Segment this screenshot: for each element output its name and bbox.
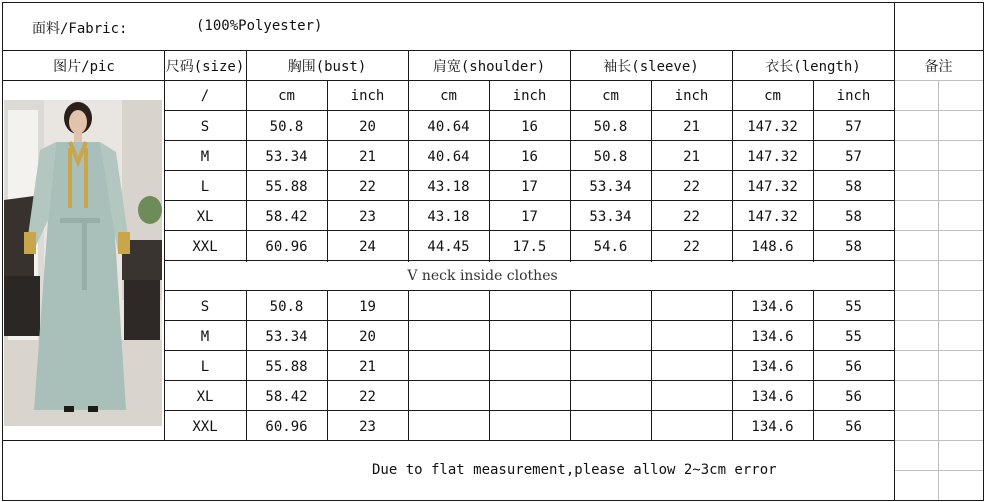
divider-note: V neck inside clothes [407,268,558,284]
cell-length-cm: 147.32 [747,119,798,135]
cell-size: S [200,299,210,315]
cell-bust-cm: 60.96 [265,239,308,255]
cell-sleeve-inch: 22 [683,209,700,225]
grid-line [2,80,984,81]
cell-size: XXL [192,419,218,435]
grid-line [164,410,894,411]
cell-shoulder-inch: 17 [521,209,538,225]
header-pic: 图片/pic [53,59,115,75]
cell-sleeve-cm: 50.8 [593,119,628,135]
cell-length-inch: 58 [845,209,862,225]
cell-sleeve-inch: 22 [683,179,700,195]
cell-bust-inch: 19 [359,299,376,315]
cell-sleeve-inch [651,412,732,442]
unit-sleeve-cm: cm [602,88,619,104]
cell-sleeve-cm [570,352,651,382]
cell-sleeve-cm: 53.34 [589,209,632,225]
cell-bust-inch: 20 [359,119,376,135]
grid-line [813,80,814,262]
cell-length-cm: 147.32 [747,179,798,195]
cell-bust-inch: 22 [359,179,376,195]
grid-line [489,80,490,262]
cell-shoulder-cm [408,352,489,382]
cell-length-cm: 148.6 [751,239,794,255]
cell-bust-inch: 21 [359,149,376,165]
grid-line [732,290,733,440]
cell-length-inch: 56 [845,419,862,435]
cell-length-inch: 57 [845,119,862,135]
grid-line [164,350,894,351]
cell-size: M [200,329,210,345]
grid-line [164,380,894,381]
cell-shoulder-inch [489,412,570,442]
unit-bust-cm: cm [278,88,295,104]
grid-line [983,2,984,501]
cell-length-cm: 134.6 [751,299,794,315]
cell-bust-cm: 55.88 [265,179,308,195]
cell-bust-cm: 50.8 [269,299,304,315]
cell-sleeve-inch [651,352,732,382]
cell-sleeve-cm [570,322,651,352]
cell-shoulder-inch [489,322,570,352]
cell-bust-cm: 58.42 [265,209,308,225]
cell-sleeve-inch [651,322,732,352]
grid-line [164,110,894,111]
grid-line [164,170,894,171]
cell-bust-cm: 53.34 [265,329,308,345]
grid-line [894,2,895,500]
product-photo [4,100,162,426]
grid-line [164,290,894,291]
cell-length-cm: 134.6 [751,329,794,345]
cell-bust-inch: 22 [359,389,376,405]
grid-line [2,2,984,3]
fabric-value: (100%Polyester) [196,18,323,34]
grid-line [164,140,894,141]
cell-shoulder-inch: 16 [521,149,538,165]
cell-bust-inch: 23 [359,419,376,435]
grid-line [489,290,490,440]
cell-shoulder-cm: 40.64 [427,119,470,135]
grid-line [164,50,165,440]
grid-line [164,260,894,261]
cell-length-cm: 147.32 [747,209,798,225]
unit-length-inch: inch [836,88,871,104]
cell-sleeve-inch: 22 [683,239,700,255]
unit-shoulder-inch: inch [512,88,547,104]
cell-sleeve-inch [651,292,732,322]
grid-line [2,2,3,501]
footer-note: Due to flat measurement,please allow 2~3cm error [372,462,777,478]
cell-shoulder-cm: 43.18 [427,209,470,225]
cell-shoulder-inch [489,352,570,382]
cell-length-inch: 58 [845,239,862,255]
header-remark: 备注 [924,59,953,75]
cell-shoulder-inch [489,292,570,322]
cell-sleeve-inch [651,382,732,412]
cell-shoulder-cm: 44.45 [427,239,470,255]
cell-sleeve-cm: 54.6 [593,239,628,255]
cell-length-inch: 58 [845,179,862,195]
cell-length-inch: 55 [845,299,862,315]
unit-bust-inch: inch [350,88,385,104]
unit-slash: / [200,88,210,104]
cell-size: M [200,149,210,165]
cell-bust-inch: 23 [359,209,376,225]
cell-length-cm: 134.6 [751,389,794,405]
cell-length-cm: 134.6 [751,359,794,375]
cell-bust-cm: 53.34 [265,149,308,165]
cell-size: XL [196,389,214,405]
cell-length-inch: 56 [845,389,862,405]
cell-sleeve-cm [570,292,651,322]
cell-shoulder-inch: 17.5 [512,239,547,255]
cell-shoulder-cm: 40.64 [427,149,470,165]
cell-size: XL [196,209,214,225]
cell-bust-inch: 24 [359,239,376,255]
unit-length-cm: cm [764,88,781,104]
grid-line [164,230,894,231]
cell-bust-inch: 21 [359,359,376,375]
cell-shoulder-inch: 16 [521,119,538,135]
grid-line [246,290,247,440]
grid-line [164,320,894,321]
cell-length-cm: 147.32 [747,149,798,165]
grid-line [2,500,984,501]
cell-shoulder-cm: 43.18 [427,179,470,195]
cell-bust-cm: 60.96 [265,419,308,435]
header-bust: 胸围(bust) [287,59,367,75]
cell-sleeve-inch: 21 [683,119,700,135]
grid-line [570,50,571,262]
cell-bust-cm: 55.88 [265,359,308,375]
grid-line [408,290,409,440]
grid-line [732,50,733,262]
cell-shoulder-cm [408,322,489,352]
header-size: 尺码(size) [165,59,245,75]
grid-line [327,80,328,262]
header-length: 衣长(length) [765,59,861,75]
grid-line [246,50,247,262]
grid-line [651,80,652,262]
cell-shoulder-inch: 17 [521,179,538,195]
cell-bust-cm: 50.8 [269,119,304,135]
grid-line [651,290,652,440]
grid-line [2,50,984,51]
cell-length-inch: 57 [845,149,862,165]
cell-bust-inch: 20 [359,329,376,345]
header-shoulder: 肩宽(shoulder) [432,59,546,75]
grid-line [570,290,571,440]
grid-line [813,290,814,440]
grid-line [2,440,894,441]
grid-line [164,200,894,201]
grid-line [408,50,409,262]
cell-sleeve-cm: 53.34 [589,179,632,195]
cell-size: L [200,359,210,375]
cell-size: L [200,179,210,195]
grid-line [327,290,328,440]
cell-sleeve-cm: 50.8 [593,149,628,165]
cell-shoulder-cm [408,382,489,412]
cell-length-inch: 56 [845,359,862,375]
cell-sleeve-cm [570,412,651,442]
cell-shoulder-inch [489,382,570,412]
cell-bust-cm: 58.42 [265,389,308,405]
cell-shoulder-cm [408,292,489,322]
cell-length-inch: 55 [845,329,862,345]
fabric-label: 面料/Fabric: [32,21,128,37]
grid-line [938,80,939,500]
cell-size: XXL [192,239,218,255]
cell-length-cm: 134.6 [751,419,794,435]
cell-shoulder-cm [408,412,489,442]
unit-shoulder-cm: cm [440,88,457,104]
cell-size: S [200,119,210,135]
cell-sleeve-inch: 21 [683,149,700,165]
header-sleeve: 袖长(sleeve) [603,59,699,75]
unit-sleeve-inch: inch [674,88,709,104]
cell-sleeve-cm [570,382,651,412]
